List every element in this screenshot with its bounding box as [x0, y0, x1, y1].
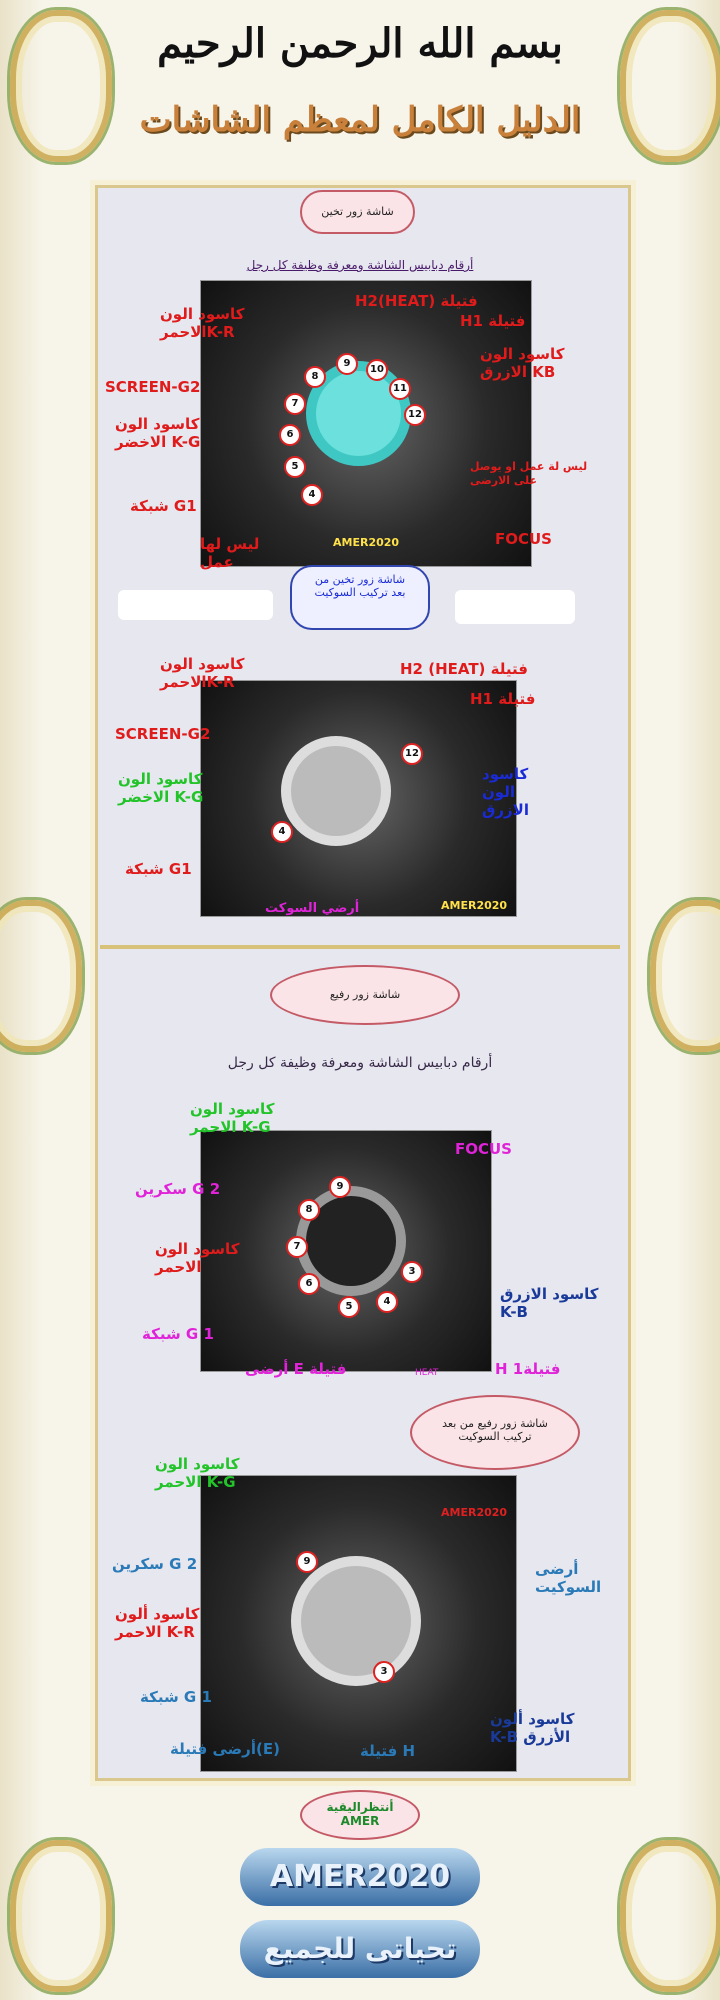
label-h2: H2(HEAT) فتيلة	[355, 292, 478, 310]
photo-thin-neck-socket	[200, 1475, 517, 1772]
watermark: AMER2020	[333, 536, 400, 549]
ornament-bottom-left	[10, 1840, 112, 1992]
label-h1: H 1فتيلة	[495, 1360, 561, 1378]
label-k-r: كاسود الون الاحمرK-R	[160, 305, 245, 341]
label-unused: ليس لها عمل	[200, 535, 260, 571]
section1-bubble2: شاشة زور تخين من بعد تركيب السوكيت	[290, 565, 430, 630]
section2-bubble: شاشة زور رفيع	[270, 965, 460, 1025]
socket-body	[291, 1556, 421, 1686]
label-g1: شبكة G1	[125, 860, 192, 878]
pin-9: 9	[329, 1176, 351, 1198]
ornament-bottom-right	[620, 1840, 720, 1992]
label-h1: H1 فتيلة	[470, 690, 536, 708]
label-h2: H2 (HEAT) فتيلة	[400, 660, 528, 678]
pin-3: 3	[373, 1661, 395, 1683]
label-k-g: كاسود الون الاخضر K-G	[118, 770, 204, 806]
label-socket-ground: أرضي السوكت	[265, 901, 360, 916]
label-ground-note: ليس لة عمل او يوصل على الارضى	[470, 460, 588, 487]
footer-badge: أنتظراليقية AMER	[300, 1790, 420, 1840]
pin-6: 6	[279, 424, 301, 446]
socket-body	[281, 736, 391, 846]
label-kb: كاسود الازرق K-B	[500, 1285, 599, 1321]
pin-7: 7	[286, 1236, 308, 1258]
label-k-g: كاسود الون الاحمر K-G	[155, 1455, 240, 1491]
label-k-r: كاسود الون الاحمرK-R	[160, 655, 245, 691]
label-ground-e: أرضى E فتيلة	[245, 1360, 347, 1378]
ornament-left-mid	[0, 900, 82, 1052]
pin-6: 6	[298, 1273, 320, 1295]
label-k-r: كاسود الون الاحمر	[155, 1240, 240, 1276]
watermark: AMER2020	[441, 899, 508, 912]
pin-8: 8	[304, 366, 326, 388]
pin-9: 9	[296, 1551, 318, 1573]
label-socket-ground: أرضى السوكيت	[535, 1560, 602, 1596]
pin-12: 12	[401, 743, 423, 765]
guide-subtitle: الدليل الكامل لمعظم الشاشات	[139, 100, 581, 140]
pin-5: 5	[284, 456, 306, 478]
label-screen-g2: SCREEN-G2	[115, 725, 211, 743]
label-h1: H1 فتيلة	[460, 312, 526, 330]
photo-thin-neck	[200, 1130, 492, 1372]
pin-12: 12	[404, 404, 426, 426]
label-screen-g2: سكرين G 2	[135, 1180, 221, 1198]
label-ground-h: أرضى فتيلة(E)	[170, 1740, 280, 1758]
basmala-title: بسم الله الرحمن الرحيم	[157, 20, 563, 67]
blank-box-right	[455, 590, 575, 624]
pin-10: 10	[366, 359, 388, 381]
pin-4: 4	[301, 484, 323, 506]
watermark: AMER2020	[441, 1506, 508, 1519]
label-k-r: كاسود ألون الاحمر K-R	[115, 1605, 200, 1641]
label-focus: FOCUS	[455, 1140, 512, 1158]
label-focus: FOCUS	[495, 530, 552, 548]
pin-11: 11	[389, 378, 411, 400]
label-kb: كاسود الون الازرق	[482, 765, 529, 819]
label-g1: شبكة G 1	[140, 1688, 212, 1706]
pin-4: 4	[376, 1291, 398, 1313]
section1-bubble: شاشة زور تخين	[300, 190, 415, 234]
label-h: فتيلة H	[360, 1742, 416, 1760]
label-screen-g2: سكرين G 2	[112, 1555, 198, 1573]
blank-box-left	[118, 590, 273, 620]
pin-9: 9	[336, 353, 358, 375]
label-g1: شبكة G 1	[142, 1325, 214, 1343]
pin-8: 8	[298, 1199, 320, 1221]
label-kb: كاسود ألون K-B الأزرق	[490, 1710, 575, 1746]
pin-4: 4	[271, 821, 293, 843]
label-screen-g2: SCREEN-G2	[105, 378, 201, 396]
pin-7: 7	[284, 393, 306, 415]
pin-3: 3	[401, 1261, 423, 1283]
photo-thick-neck-socket	[200, 680, 517, 917]
greeting-pill: تحياتى للجميع	[240, 1920, 480, 1978]
section-divider	[100, 945, 620, 949]
section2-caption: أرقام دبابيس الشاشة ومعرفة وظيفة كل رجل	[227, 1055, 493, 1071]
section1-caption: أرقام دبابيس الشاشة ومعرفة وظيفة كل رجل	[246, 258, 474, 272]
label-g1: شبكة G1	[130, 497, 197, 515]
section2-bubble2: شاشة زور رفيع من بعد تركيب السوكيت	[410, 1395, 580, 1470]
pin-5: 5	[338, 1296, 360, 1318]
label-kb: كاسود الون الازرق KB	[480, 345, 565, 381]
brand-pill: AMER2020	[240, 1848, 480, 1906]
label-heat: HEAT	[415, 1368, 439, 1378]
label-k-g: كاسود الون الاحمر K-G	[190, 1100, 275, 1136]
label-k-g: كاسود الون الاخضر K-G	[115, 415, 201, 451]
